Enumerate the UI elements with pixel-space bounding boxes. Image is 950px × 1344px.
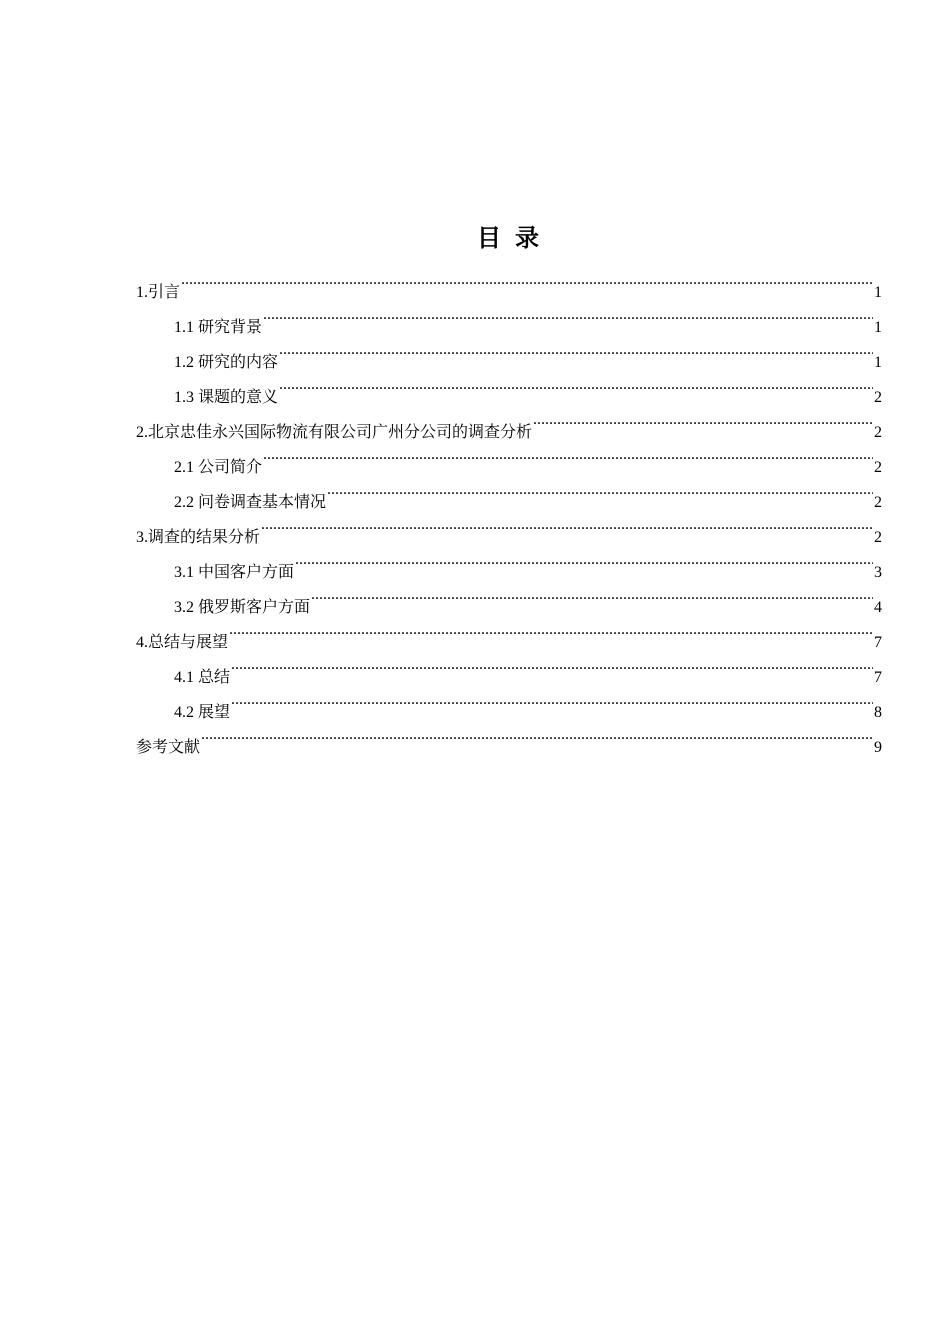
toc-entry-label: 3.调查的结果分析 bbox=[136, 529, 261, 546]
toc-dot-leader bbox=[295, 542, 873, 577]
toc-entry-label: 1.1 研究背景 bbox=[174, 319, 263, 336]
toc-dot-leader bbox=[263, 297, 873, 332]
toc-entry-label: 2.2 问卷调查基本情况 bbox=[174, 494, 327, 511]
toc-dot-leader bbox=[327, 472, 873, 507]
toc-entry-page: 7 bbox=[874, 634, 882, 651]
toc-entry-page: 8 bbox=[874, 704, 882, 721]
toc-entry[interactable] bbox=[136, 262, 882, 301]
toc-entry-page: 7 bbox=[874, 669, 882, 686]
toc-title: 目 录 bbox=[477, 226, 543, 252]
toc-entry-label: 4.总结与展望 bbox=[136, 634, 229, 651]
toc-entry-label: 参考文献 bbox=[136, 739, 201, 756]
toc-entry-label: 2.北京忠佳永兴国际物流有限公司广州分公司的调查分析 bbox=[136, 424, 533, 441]
toc-entry-label: 3.2 俄罗斯客户方面 bbox=[174, 599, 311, 616]
toc-entry[interactable] bbox=[136, 612, 882, 651]
toc-entry-page: 2 bbox=[874, 459, 882, 476]
toc-entry-page: 1 bbox=[874, 354, 882, 371]
toc-dot-leader bbox=[279, 332, 873, 367]
toc-entry-page: 4 bbox=[874, 599, 882, 616]
toc-dot-leader bbox=[229, 612, 873, 647]
toc-dot-leader bbox=[231, 647, 873, 682]
toc-entry-label: 1.3 课题的意义 bbox=[174, 389, 279, 406]
toc-entry-label: 1.引言 bbox=[136, 284, 181, 301]
toc-entry[interactable] bbox=[136, 717, 882, 756]
toc-entry-label: 4.2 展望 bbox=[174, 704, 231, 721]
toc-dot-leader bbox=[261, 507, 873, 542]
toc-entry[interactable] bbox=[136, 297, 882, 336]
toc-entry-page: 3 bbox=[874, 564, 882, 581]
toc-entry-label: 3.1 中国客户方面 bbox=[174, 564, 295, 581]
toc-entry-page: 1 bbox=[874, 284, 882, 301]
toc-entry-label: 4.1 总结 bbox=[174, 669, 231, 686]
toc-dot-leader bbox=[279, 367, 873, 402]
toc-dot-leader bbox=[311, 577, 873, 612]
toc-dot-leader bbox=[181, 262, 873, 297]
toc-entry-page: 9 bbox=[874, 739, 882, 756]
table-of-contents bbox=[136, 262, 882, 756]
toc-entry-page: 2 bbox=[874, 424, 882, 441]
toc-entry[interactable] bbox=[136, 647, 882, 686]
toc-entry-page: 1 bbox=[874, 319, 882, 336]
toc-entry-page: 2 bbox=[874, 494, 882, 511]
toc-dot-leader bbox=[231, 682, 873, 717]
toc-entry[interactable] bbox=[136, 682, 882, 721]
toc-dot-leader bbox=[263, 437, 873, 472]
toc-dot-leader bbox=[201, 717, 873, 752]
toc-entry-label: 2.1 公司简介 bbox=[174, 459, 263, 476]
toc-entry-label: 1.2 研究的内容 bbox=[174, 354, 279, 371]
toc-entry-page: 2 bbox=[874, 529, 882, 546]
toc-entry-page: 2 bbox=[874, 389, 882, 406]
toc-dot-leader bbox=[533, 402, 873, 437]
